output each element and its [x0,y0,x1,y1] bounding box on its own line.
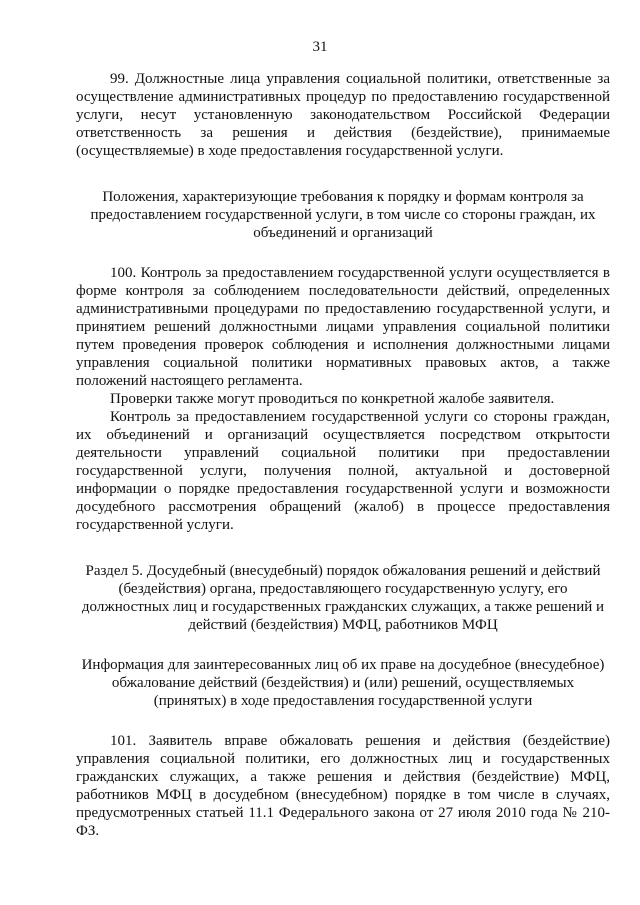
spacer [76,160,610,188]
spacer [76,634,610,656]
paragraph-100: 100. Контроль за предоставлением государственной услуги осуществляется в форме контроля за соблюдением последовательности действий, определенных административными процедурами по предоставлению государственной услуги, и принятием решений должностными лицами управления социальной политики путем проведения проверок соблюдения и исполнения должностными лицами управления социальной политики нормативных правовых актов, а также положений настоящего регламента. [76,265,610,389]
heading-control-requirements: Положения, характеризующие требования к порядку и формам контроля за предоставлением государственной услуги, в том числе со стороны граждан, их объединений и организаций [90,189,596,241]
paragraph-100-checks: Проверки также могут проводиться по конкретной жалобе заявителя. [110,391,555,407]
document-body [76,70,610,840]
paragraph-100-citizens: Контроль за предоставлением государственной услуги со стороны граждан, их объединений и организаций осуществляется посредством открытости деятельности управлений социальной политики при предоставлении государственной услуги, получения полной, актуальной и достоверной информации о порядке предоставления государственной услуги и возможности досудебного рассмотрения обращений (жалоб) в процессе предоставления государственной услуги. [76,409,610,533]
spacer [76,710,610,732]
spacer [76,534,610,562]
paragraph-101: 101. Заявитель вправе обжаловать решения и действия (бездействие) управления социальной политики, его должностных лиц и государственных гражданских служащих, а также решения и действия (бездействие) МФЦ, работников МФЦ в досудебном (внесудебном) порядке в том числе в случаях, предусмотренных статьей 11.1 Федерального закона от 27 июля 2010 года № 210-ФЗ. [76,733,610,839]
page-number: 31 [312,39,328,55]
paragraph-99: 99. Должностные лица управления социальной политики, ответственные за осуществление административных процедур по предоставлению государственной услуги, несут установленную законодательством Российской Федерации ответственность за решения и действия (бездействие), принимаемые (осуществляемые) в ходе предоставления государственной услуги. [76,71,610,159]
spacer [76,242,610,264]
heading-section-5: Раздел 5. Досудебный (внесудебный) порядок обжалования решений и действий (бездействия) органа, предоставляющего государственную услугу, его должностных лиц и государственных гражданских служащих, а также решений и действий (бездействия) МФЦ, работников МФЦ [81,563,605,633]
heading-appeal-information: Информация для заинтересованных лиц об их праве на досудебное (внесудебное) обжалование действий (бездействия) и (или) решений, осуществляемых (принятых) в ходе предоставления государственной услуги [81,657,605,709]
